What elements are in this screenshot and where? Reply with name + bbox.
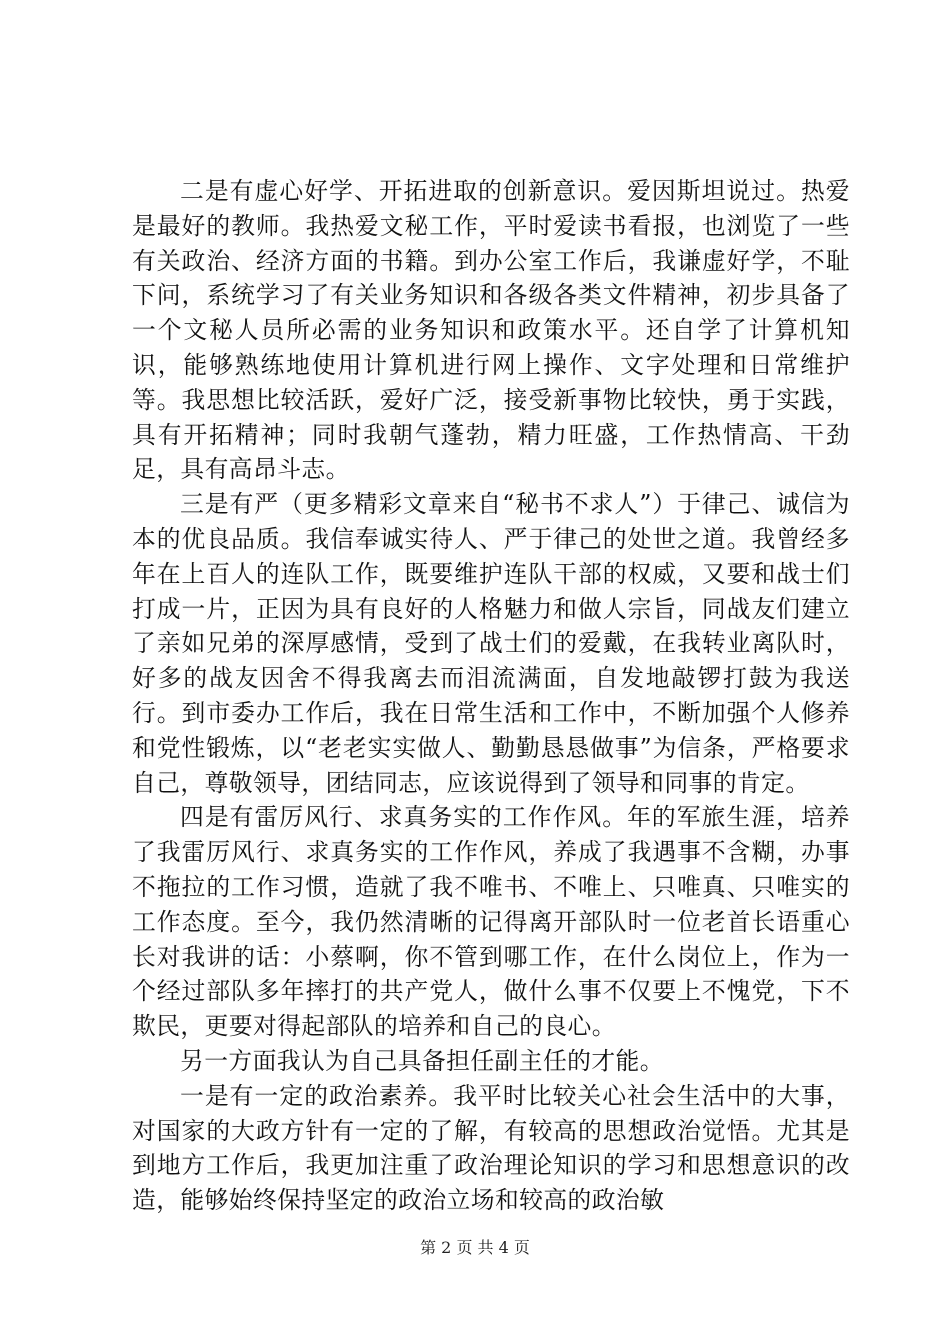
paragraph-innovation: 二是有虚心好学、开拓进取的创新意识。爱因斯坦说过。热爱是最好的教师。我热爱文秘工作，平时爱读书看报，也浏览了一些有关政治、经济方面的书籍。到办公室工作后，我谦虚好学，不耻下问，系统学习了有关业务知识和各级各类文件精神，初步具备了一个文秘人员所必需的业务知识和政策水平。还自学了计算机知识，能够熟练地使用计算机进行网上操作、文字处理和日常维护等。我思想比较活跃，爱好广泛，接受新事物比较快，勇于实践，具有开拓精神；同时我朝气蓬勃，精力旺盛，工作热情高、干劲足，具有高昂斗志。 — [132, 177, 850, 484]
paragraph-political-quality: 一是有一定的政治素养。我平时比较关心社会生活中的大事，对国家的大政方针有一定的了解，有较高的思想政治觉悟。尤其是到地方工作后，我更加注重了政治理论知识的学习和思想意识的改造，能够始终保持坚定的政治立场和较高的政治敏 — [132, 1081, 850, 1215]
page-footer: 第 2 页 共 4 页 — [420, 1238, 530, 1257]
document-body — [132, 174, 850, 1218]
paragraph-work-style: 四是有雷厉风行、求真务实的工作作风。年的军旅生涯，培养了我雷厉风行、求真务实的工作作风，养成了我遇事不含糊，办事不拖拉的工作习惯，造就了我不唯书、不唯上、只唯真、只唯实的工作态度。至今，我仍然清晰的记得离开部队时一位老首长语重心长对我讲的话：小蔡啊，你不管到哪工作，在什么岗位上，作为一个经过部队多年摔打的共产党人，做什么事不仅要上不愧党，下不欺民，更要对得起部队的培养和自己的良心。 — [132, 803, 850, 1041]
paragraph-integrity: 三是有严（更多精彩文章来自“秘书不求人”）于律己、诚信为本的优良品质。我信奉诚实待人、严于律己的处世之道。我曾经多年在上百人的连队工作，既要维护连队干部的权威，又要和战士们打成一片，正因为具有良好的人格魅力和做人宗旨，同战友们建立了亲如兄弟的深厚感情，受到了战士们的爱戴，在我转业离队时，好多的战友因舍不得我离去而泪流满面，自发地敲锣打鼓为我送行。到市委办工作后，我在日常生活和工作中，不断加强个人修养和党性锻炼，以“老老实实做人、勤勤恳恳做事”为信条，严格要求自己，尊敬领导，团结同志，应该说得到了领导和同事的肯定。 — [132, 490, 850, 797]
paragraph-ability-intro: 另一方面我认为自己具备担任副主任的才能。 — [180, 1046, 664, 1075]
